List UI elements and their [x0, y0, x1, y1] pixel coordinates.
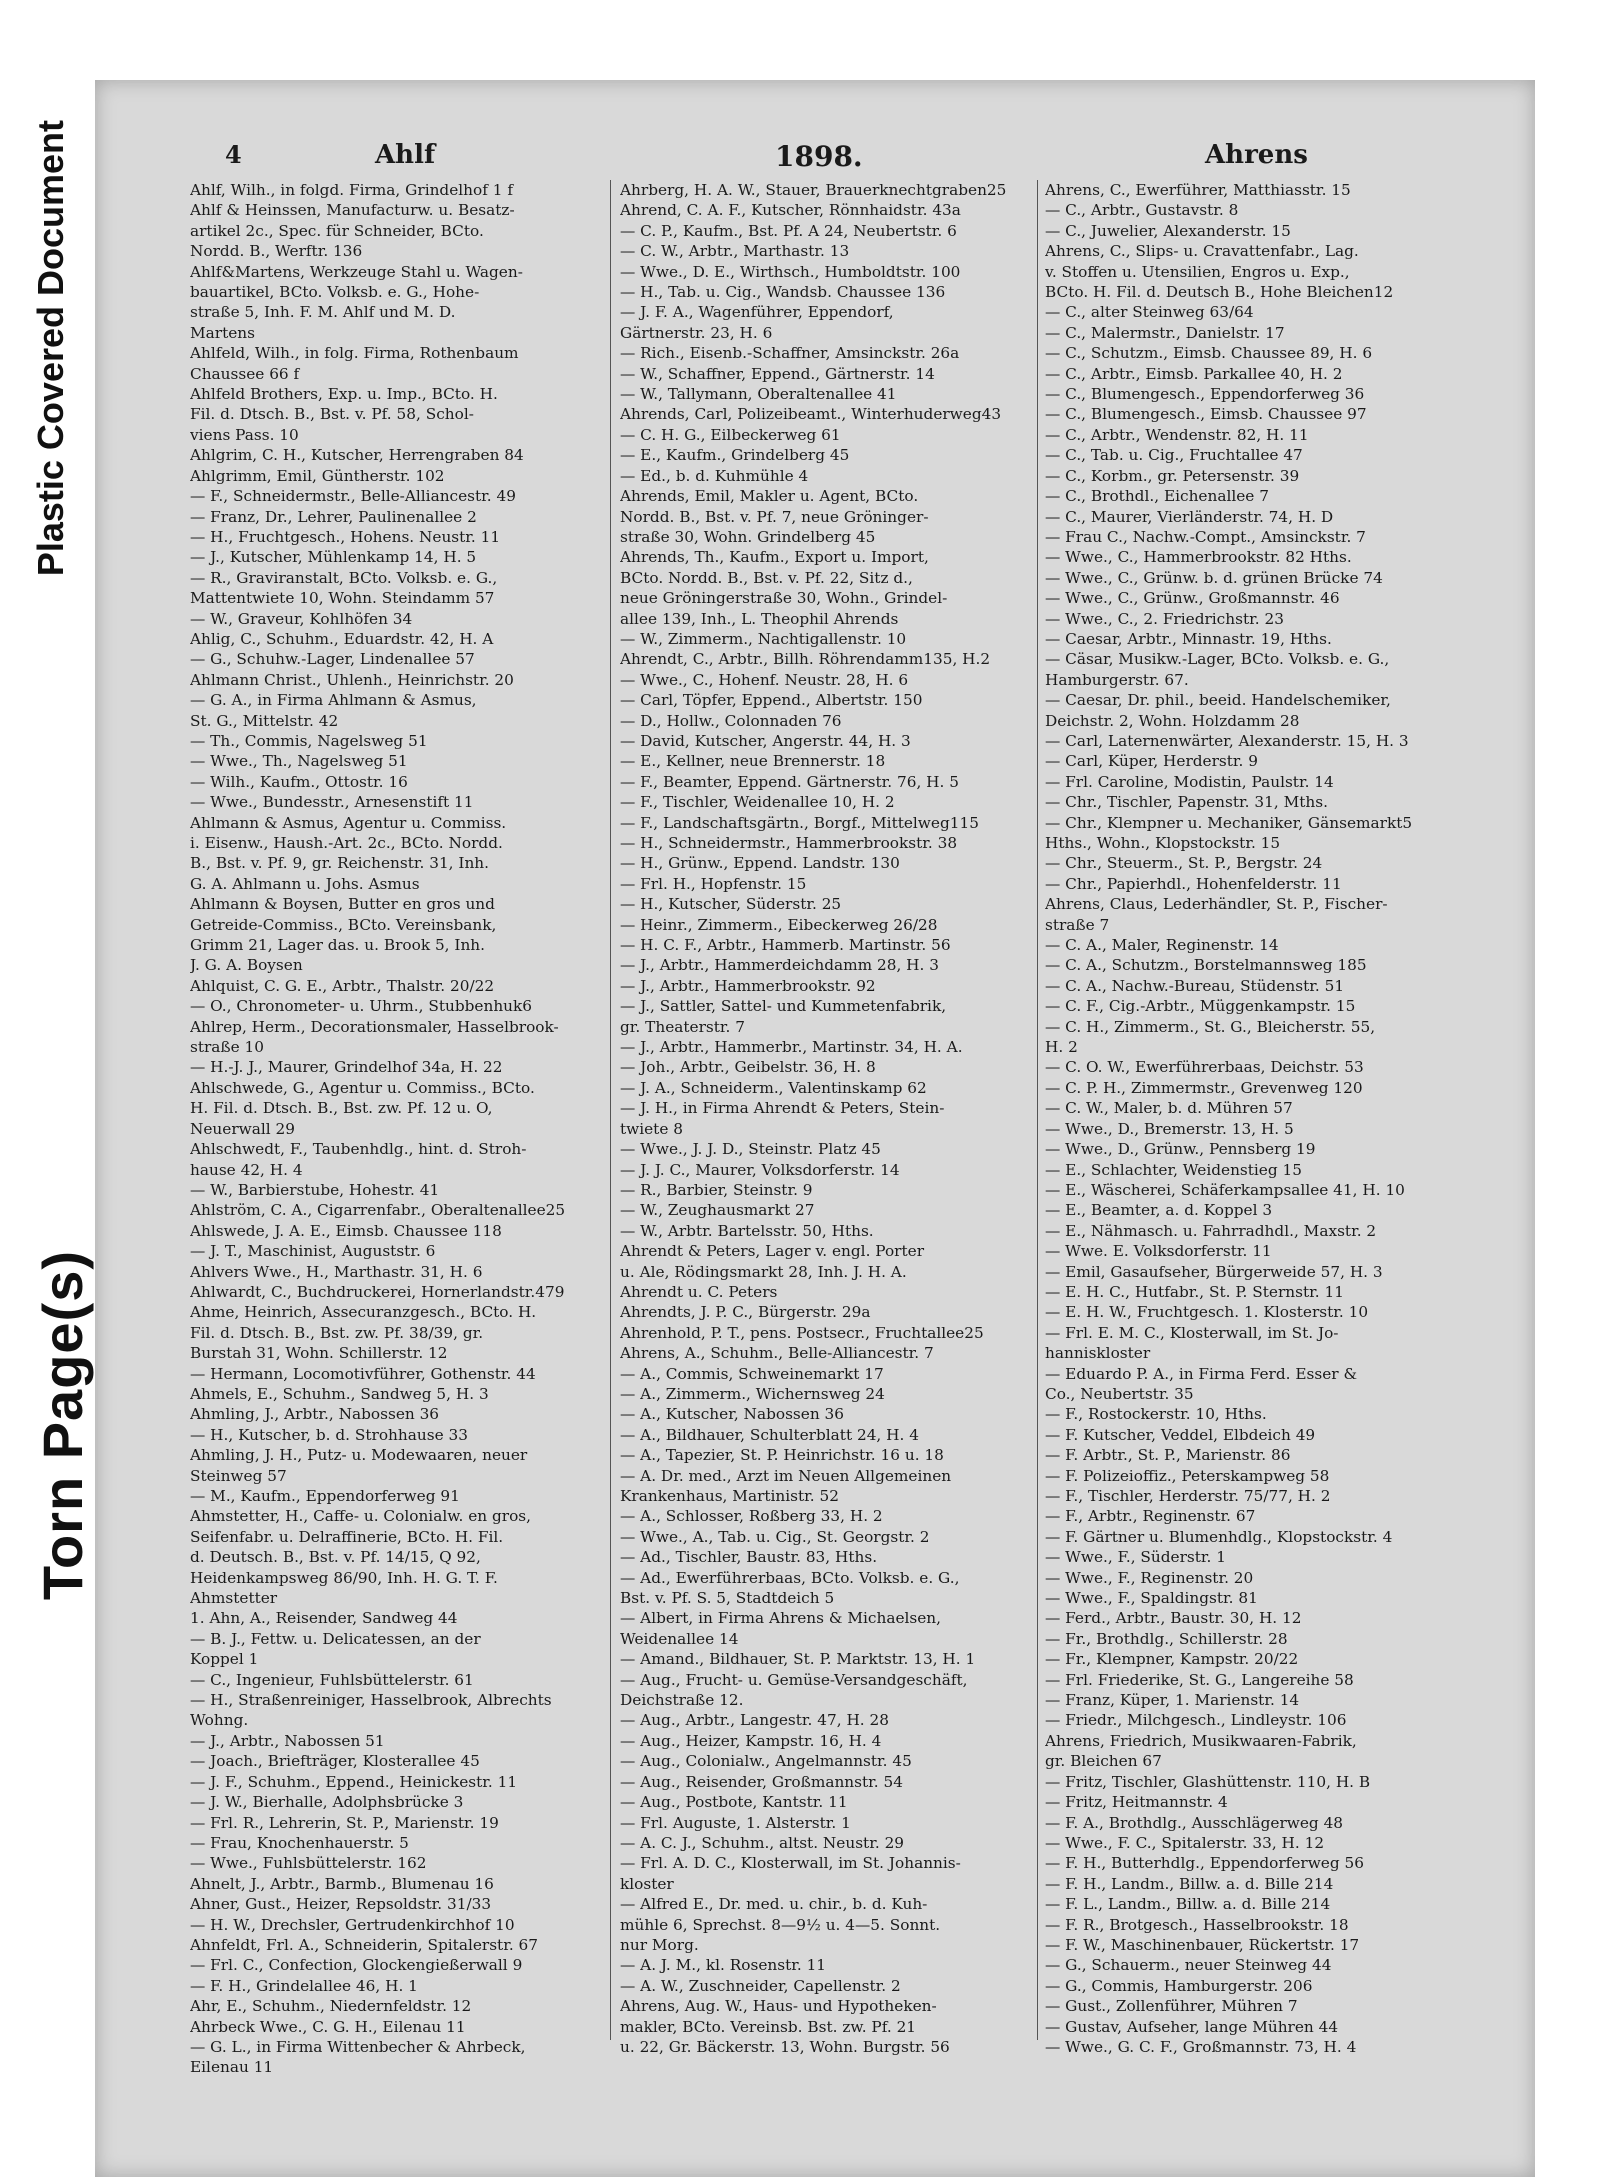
directory-entry-line: Fil. d. Dtsch. B., Bst. zw. Pf. 38/39, gr.	[190, 1323, 484, 1342]
directory-entry-line: — H. W., Drechsler, Gertrudenkirchhof 10	[190, 1915, 515, 1934]
directory-entry-line: makler, BCto. Vereinsb. Bst. zw. Pf. 21	[620, 2017, 917, 2036]
directory-entry-line: viens Pass. 10	[190, 425, 299, 444]
directory-entry-line: Ahrends, Th., Kaufm., Export u. Import,	[620, 548, 929, 567]
directory-entry-line: — Alfred E., Dr. med. u. chir., b. d. Kuh-	[620, 1895, 928, 1914]
directory-entry-line: — Wwe., Bundesstr., Arnesenstift 11	[190, 793, 474, 812]
directory-entry-line: — Emil, Gasaufseher, Bürgerweide 57, H. 3	[1045, 1262, 1383, 1281]
directory-entry-line: B., Bst. v. Pf. 9, gr. Reichenstr. 31, Inh.	[190, 854, 490, 873]
page-header	[95, 140, 1525, 180]
directory-entry-line: Ahmling, J., Arbtr., Nabossen 36	[190, 1405, 440, 1424]
directory-entry-line: — Wwe., A., Tab. u. Cig., St. Georgstr. 2	[620, 1527, 930, 1546]
directory-entry-line: Ahner, Gust., Heizer, Repsoldstr. 31/33	[190, 1895, 492, 1914]
directory-column-1	[190, 180, 610, 2078]
directory-entry-line: Wohng.	[190, 1711, 249, 1730]
directory-entry-line: — C., Arbtr., Gustavstr. 8	[1045, 201, 1239, 220]
directory-entry-line: — Carl, Töpfer, Eppend., Albertstr. 150	[620, 691, 923, 710]
directory-entry-line: — Wwe. E. Volksdorferstr. 11	[1045, 1242, 1272, 1261]
directory-entry-line: Ahrens, Friedrich, Musikwaaren-Fabrik,	[1045, 1731, 1357, 1750]
directory-entry-line: — Chr., Papierhdl., Hohenfelderstr. 11	[1045, 874, 1342, 893]
directory-entry-line: straße 5, Inh. F. M. Ahlf und M. D.	[190, 303, 456, 322]
directory-entry-line: Ahlmann Christ., Uhlenh., Heinrichstr. 20	[190, 670, 514, 689]
directory-entry-line: — C., Maurer, Vierländerstr. 74, H. D	[1045, 507, 1334, 526]
directory-entry-line: — Frl. Auguste, 1. Alsterstr. 1	[620, 1813, 851, 1832]
directory-entry-line: — Wwe., C., Hohenf. Neustr. 28, H. 6	[620, 670, 909, 689]
directory-entry-line: — F., Rostockerstr. 10, Hths.	[1045, 1405, 1267, 1424]
directory-entry-line: — C., Arbtr., Eimsb. Parkallee 40, H. 2	[1045, 364, 1343, 383]
directory-entry-line: Ahlwardt, C., Buchdruckerei, Hornerlandstr.479	[190, 1282, 565, 1301]
directory-entry-line: — C., alter Steinweg 63/64	[1045, 303, 1254, 322]
directory-entry-line: Ahrens, A., Schuhm., Belle-Alliancestr. 7	[620, 1344, 934, 1363]
directory-entry-line: — G. A., in Firma Ahlmann & Asmus,	[190, 691, 477, 710]
directory-entry-line: Ahlswede, J. A. E., Eimsb. Chaussee 118	[190, 1221, 502, 1240]
directory-entry-line: Eilenau 11	[190, 2058, 274, 2077]
directory-entry-line: — Wwe., G. C. F., Großmannstr. 73, H. 4	[1045, 2037, 1357, 2056]
directory-entry-line: — E. H. C., Hutfabr., St. P. Sternstr. 11	[1045, 1282, 1344, 1301]
directory-entry-line: — Frl. Friederike, St. G., Langereihe 58	[1045, 1670, 1354, 1689]
directory-entry-line: Ahrens, Aug. W., Haus- und Hypotheken-	[620, 1997, 937, 2016]
directory-entry-line: — Caesar, Dr. phil., beeid. Handelschemiker,	[1045, 691, 1391, 710]
directory-entry-line: — A. W., Zuschneider, Capellenstr. 2	[620, 1976, 901, 1995]
directory-entry-line: — Frl. R., Lehrerin, St. P., Marienstr. 19	[190, 1813, 499, 1832]
directory-entry-line: — F. H., Landm., Billw. a. d. Bille 214	[1045, 1874, 1334, 1893]
directory-entry-line: — Carl, Laternenwärter, Alexanderstr. 15, H. 3	[1045, 731, 1409, 750]
directory-entry-line: — Joh., Arbtr., Geibelstr. 36, H. 8	[620, 1058, 876, 1077]
directory-entry-line: — Frl. H., Hopfenstr. 15	[620, 874, 807, 893]
directory-entry-line: Burstah 31, Wohn. Schillerstr. 12	[190, 1344, 448, 1363]
directory-entry-line: Chaussee 66 f	[190, 364, 300, 383]
directory-entry-line: allee 139, Inh., L. Theophil Ahrends	[620, 609, 899, 628]
directory-entry-line: — J., Arbtr., Nabossen 51	[190, 1731, 385, 1750]
directory-entry-line: — W., Zeughausmarkt 27	[620, 1201, 815, 1220]
directory-entry-line: — C. H. G., Eilbeckerweg 61	[620, 425, 841, 444]
directory-entry-line: Fil. d. Dtsch. B., Bst. v. Pf. 58, Schol-	[190, 405, 474, 424]
directory-entry-line: d. Deutsch. B., Bst. v. Pf. 14/15, Q 92,	[190, 1548, 481, 1567]
directory-entry-line: Martens	[190, 323, 255, 342]
directory-entry-line: mühle 6, Sprechst. 8—9½ u. 4—5. Sonnt.	[620, 1915, 941, 1934]
directory-entry-line: — Ferd., Arbtr., Baustr. 30, H. 12	[1045, 1609, 1302, 1628]
directory-entry-line: — Rich., Eisenb.-Schaffner, Amsinckstr. 26a	[620, 344, 960, 363]
directory-entry-line: Ahrendt & Peters, Lager v. engl. Porter	[620, 1242, 925, 1261]
directory-entry-line: Ahlström, C. A., Cigarrenfabr., Oberaltenallee25	[190, 1201, 566, 1220]
directory-entry-line: — Fritz, Heitmannstr. 4	[1045, 1793, 1228, 1812]
directory-entry-line: — A., Commis, Schweinemarkt 17	[620, 1364, 884, 1383]
directory-entry-line: Grimm 21, Lager das. u. Brook 5, Inh.	[190, 936, 486, 955]
column-divider	[610, 180, 611, 2040]
directory-entry-line: — Aug., Colonialw., Angelmannstr. 45	[620, 1752, 912, 1771]
directory-entry-line: — Ad., Ewerführerbaas, BCto. Volksb. e. G.,	[620, 1568, 960, 1587]
directory-entry-line: Ahlrep, Herm., Decorationsmaler, Hasselbrook-	[190, 1017, 559, 1036]
directory-entry-line: — F. Arbtr., St. P., Marienstr. 86	[1045, 1446, 1291, 1465]
page-number: 4	[225, 140, 242, 169]
directory-entry-line: gr. Bleichen 67	[1045, 1752, 1162, 1771]
directory-entry-line: — Cäsar, Musikw.-Lager, BCto. Volksb. e. G.,	[1045, 650, 1390, 669]
directory-entry-line: — C., Malermstr., Danielstr. 17	[1045, 323, 1285, 342]
directory-entry-line: — Franz, Küper, 1. Marienstr. 14	[1045, 1691, 1300, 1710]
directory-entry-line: — C., Tab. u. Cig., Fruchtallee 47	[1045, 446, 1303, 465]
directory-entry-line: — Ad., Tischler, Baustr. 83, Hths.	[620, 1548, 878, 1567]
directory-entry-line: — W., Zimmerm., Nachtigallenstr. 10	[620, 629, 907, 648]
directory-entry-line: Ahrbeck Wwe., C. G. H., Eilenau 11	[190, 2017, 466, 2036]
directory-entry-line: — W., Arbtr. Bartelsstr. 50, Hths.	[620, 1221, 874, 1240]
directory-entry-line: bauartikel, BCto. Volksb. e. G., Hohe-	[190, 283, 480, 302]
directory-entry-line: — Wwe., D., Grünw., Pennsberg 19	[1045, 1140, 1316, 1159]
directory-entry-line: Seifenfabr. u. Delraffinerie, BCto. H. Fil.	[190, 1527, 504, 1546]
directory-entry-line: — F. L., Landm., Billw. a. d. Bille 214	[1045, 1895, 1331, 1914]
directory-entry-line: — Fritz, Tischler, Glashüttenstr. 110, H. B	[1045, 1772, 1371, 1791]
directory-entry-line: — J., Arbtr., Hammerbrookstr. 92	[620, 976, 876, 995]
directory-entry-line: Neuerwall 29	[190, 1119, 295, 1138]
directory-entry-line: — Heinr., Zimmerm., Eibeckerweg 26/28	[620, 915, 938, 934]
directory-entry-line: Krankenhaus, Martinistr. 52	[620, 1487, 839, 1505]
directory-entry-line: hanniskloster	[1045, 1344, 1151, 1363]
directory-entry-line: — Frl. A. D. C., Klosterwall, im St. Johannis-	[620, 1854, 961, 1873]
directory-entry-line: — C., Brothdl., Eichenallee 7	[1045, 487, 1269, 506]
directory-entry-line: — Wwe., C., 2. Friedrichstr. 23	[1045, 609, 1284, 628]
directory-entry-line: — Wwe., F., Süderstr. 1	[1045, 1548, 1227, 1567]
directory-entry-line: artikel 2c., Spec. für Schneider, BCto.	[190, 221, 484, 240]
plastic-covered-label: Plastic Covered Document	[30, 120, 71, 577]
directory-entry-line: — Wwe., C., Grünw., Großmannstr. 46	[1045, 589, 1340, 608]
directory-entry-line: neue Gröningerstraße 30, Wohn., Grindel-	[620, 589, 948, 608]
directory-entry-line: — R., Barbier, Steinstr. 9	[620, 1180, 813, 1199]
directory-entry-line: Ahrenhold, P. T., pens. Postsecr., Fruchtallee25	[620, 1323, 984, 1342]
directory-entry-line: — C., Arbtr., Wendenstr. 82, H. 11	[1045, 425, 1309, 444]
directory-entry-line: — Wwe., J. J. D., Steinstr. Platz 45	[620, 1140, 881, 1159]
torn-pages-label: Torn Page(s)	[31, 1250, 94, 1601]
directory-entry-line: Ahrens, C., Ewerführer, Matthiasstr. 15	[1045, 181, 1351, 199]
directory-entry-line: BCto. H. Fil. d. Deutsch B., Hohe Bleichen12	[1045, 283, 1394, 302]
directory-entry-line: — Chr., Steuerm., St. P., Bergstr. 24	[1045, 854, 1323, 873]
directory-entry-line: — A., Zimmerm., Wichernsweg 24	[620, 1384, 885, 1403]
directory-entry-line: Ahmels, E., Schuhm., Sandweg 5, H. 3	[190, 1384, 489, 1403]
directory-entry-line: — C. A., Nachw.-Bureau, Stüdenstr. 51	[1045, 976, 1345, 995]
directory-entry-line: Ahnfeldt, Frl. A., Schneiderin, Spitalerstr. 67	[190, 1935, 539, 1954]
directory-entry-line: straße 30, Wohn. Grindelberg 45	[620, 527, 876, 546]
directory-entry-line: — Wwe., C., Grünw. b. d. grünen Brücke 74	[1045, 568, 1383, 587]
directory-entry-line: — C., Juwelier, Alexanderstr. 15	[1045, 221, 1291, 240]
directory-entry-line: J. G. A. Boysen	[190, 956, 303, 975]
directory-entry-line: — J. F. A., Wagenführer, Eppendorf,	[620, 303, 894, 322]
directory-entry-line: — H., Fruchtgesch., Hohens. Neustr. 11	[190, 527, 501, 546]
directory-entry-line: Weidenallee 14	[620, 1629, 739, 1648]
directory-entry-line: kloster	[620, 1874, 674, 1893]
directory-entry-line: — Franz, Dr., Lehrer, Paulinenallee 2	[190, 507, 477, 526]
directory-entry-line: — H. C. F., Arbtr., Hammerb. Martinstr. 56	[620, 936, 951, 955]
directory-entry-line: — Wwe., Th., Nagelsweg 51	[190, 752, 408, 771]
directory-entry-line: — B. J., Fettw. u. Delicatessen, an der	[190, 1629, 481, 1648]
directory-entry-line: — A., Schlosser, Roßberg 33, H. 2	[620, 1507, 883, 1526]
directory-entry-line: — C. A., Maler, Reginenstr. 14	[1045, 936, 1279, 955]
directory-entry-line: Ahmstetter	[190, 1589, 278, 1608]
directory-entry-line: — C., Schutzm., Eimsb. Chaussee 89, H. 6	[1045, 344, 1373, 363]
directory-entry-line: — F., Schneidermstr., Belle-Alliancestr. 49	[190, 487, 516, 506]
directory-entry-line: Ahnelt, J., Arbtr., Barmb., Blumenau 16	[190, 1874, 494, 1893]
directory-entry-line: — W., Graveur, Kohlhöfen 34	[190, 609, 413, 628]
directory-entry-line: — E., Nähmasch. u. Fahrradhdl., Maxstr. 2	[1045, 1221, 1377, 1240]
directory-entry-line: 1. Ahn, A., Reisender, Sandweg 44	[190, 1609, 458, 1628]
directory-entry-line: St. G., Mittelstr. 42	[190, 711, 339, 730]
directory-entry-line: G. A. Ahlmann u. Johs. Asmus	[190, 874, 420, 893]
directory-entry-line: Ahlschwedt, F., Taubenhdlg., hint. d. Stroh-	[190, 1140, 527, 1159]
directory-entry-line: Ahrends, Emil, Makler u. Agent, BCto.	[620, 487, 919, 506]
directory-entry-line: — A., Bildhauer, Schulterblatt 24, H. 4	[620, 1425, 919, 1444]
directory-entry-line: — J., Arbtr., Hammerbr., Martinstr. 34, H. A.	[620, 1038, 963, 1057]
directory-entry-line: Bst. v. Pf. S. 5, Stadtdeich 5	[620, 1589, 835, 1608]
header-right-word: Ahrens	[1205, 140, 1308, 170]
directory-entry-line: — G. L., in Firma Wittenbecher & Ahrbeck,	[190, 2037, 526, 2056]
directory-entry-line: Ahrberg, H. A. W., Stauer, Brauerknechtgraben25	[620, 181, 1007, 199]
directory-entry-line: twiete 8	[620, 1119, 683, 1138]
directory-entry-line: — C. F., Cig.-Arbtr., Müggenkampstr. 15	[1045, 997, 1356, 1016]
directory-entry-line: H. 2	[1045, 1038, 1078, 1057]
directory-entry-line: Ahrens, C., Slips- u. Cravattenfabr., Lag.	[1045, 242, 1359, 261]
directory-entry-line: — E. H. W., Fruchtgesch. 1. Klosterstr. 10	[1045, 1303, 1369, 1322]
directory-entry-line: Ahrendts, J. P. C., Bürgerstr. 29a	[620, 1303, 871, 1322]
directory-entry-line: Hths., Wohn., Klopstockstr. 15	[1045, 834, 1281, 852]
directory-entry-line: — A. C. J., Schuhm., altst. Neustr. 29	[620, 1833, 905, 1852]
directory-entry-line: — J. A., Schneiderm., Valentinskamp 62	[620, 1078, 927, 1097]
directory-entry-line: Deichstraße 12.	[620, 1691, 744, 1710]
directory-entry-line: — F. W., Maschinenbauer, Rückertstr. 17	[1045, 1935, 1360, 1954]
directory-entry-line: Ahlquist, C. G. E., Arbtr., Thalstr. 20/22	[190, 976, 495, 995]
directory-entry-line: — Caesar, Arbtr., Minnastr. 19, Hths.	[1045, 629, 1332, 648]
directory-entry-line: — Wwe., F. C., Spitalerstr. 33, H. 12	[1045, 1833, 1325, 1852]
directory-entry-line: — Chr., Klempner u. Mechaniker, Gänsemarkt5	[1045, 813, 1413, 832]
directory-entry-line: Mattentwiete 10, Wohn. Steindamm 57	[190, 589, 495, 608]
directory-entry-line: — F. Polizeioffiz., Peterskampweg 58	[1045, 1466, 1330, 1485]
directory-entry-line: — Th., Commis, Nagelsweg 51	[190, 731, 428, 750]
directory-entry-line: — F. H., Butterhdlg., Eppendorferweg 56	[1045, 1854, 1364, 1873]
directory-entry-line: — E., Beamter, a. d. Koppel 3	[1045, 1201, 1273, 1220]
directory-entry-line: — J., Sattler, Sattel- und Kummetenfabrik,	[620, 997, 947, 1016]
directory-entry-line: — G., Schuhw.-Lager, Lindenallee 57	[190, 650, 475, 669]
directory-entry-line: Ahrens, Claus, Lederhändler, St. P., Fischer-	[1045, 895, 1388, 914]
directory-entry-line: Ahlf&Martens, Werkzeuge Stahl u. Wagen-	[190, 262, 523, 281]
directory-entry-line: — J., Arbtr., Hammerdeichdamm 28, H. 3	[620, 956, 939, 975]
directory-entry-line: Gärtnerstr. 23, H. 6	[620, 323, 773, 342]
directory-entry-line: — J. H., in Firma Ahrendt & Peters, Stein-	[620, 1099, 945, 1118]
directory-entry-line: — J. T., Maschinist, Auguststr. 6	[190, 1242, 436, 1261]
directory-entry-line: — Wwe., Fuhlsbüttelerstr. 162	[190, 1854, 427, 1873]
directory-entry-line: — M., Kaufm., Eppendorferweg 91	[190, 1487, 460, 1505]
directory-entry-line: — Amand., Bildhauer, St. P. Marktstr. 13, H. 1	[620, 1650, 976, 1669]
directory-entry-line: Ahlig, C., Schuhm., Eduardstr. 42, H. A	[190, 629, 494, 648]
directory-entry-line: — O., Chronometer- u. Uhrm., Stubbenhuk6	[190, 997, 533, 1016]
directory-entry-line: hause 42, H. 4	[190, 1160, 303, 1179]
directory-entry-line: — E., Kellner, neue Brennerstr. 18	[620, 752, 886, 771]
directory-entry-line: — W., Tallymann, Oberaltenallee 41	[620, 385, 897, 404]
directory-entry-line: — E., Kaufm., Grindelberg 45	[620, 446, 850, 465]
directory-entry-line: — C. P., Kaufm., Bst. Pf. A 24, Neubertstr. 6	[620, 221, 957, 240]
directory-entry-line: Steinweg 57	[190, 1466, 287, 1485]
directory-entry-line: — C. A., Schutzm., Borstelmannsweg 185	[1045, 956, 1367, 975]
directory-entry-line: gr. Theaterstr. 7	[620, 1017, 745, 1036]
directory-entry-line: — W., Schaffner, Eppend., Gärtnerstr. 14	[620, 364, 935, 383]
directory-entry-line: — Friedr., Milchgesch., Lindleystr. 106	[1045, 1711, 1347, 1730]
directory-entry-line: — F., Tischler, Herderstr. 75/77, H. 2	[1045, 1487, 1331, 1505]
directory-entry-line: — Joach., Briefträger, Klosterallee 45	[190, 1752, 480, 1771]
directory-entry-line: — F. H., Grindelallee 46, H. 1	[190, 1976, 418, 1995]
directory-entry-line: Deichstr. 2, Wohn. Holzdamm 28	[1045, 711, 1300, 730]
directory-entry-line: — H., Grünw., Eppend. Landstr. 130	[620, 854, 900, 873]
directory-entry-line: — Chr., Tischler, Papenstr. 31, Mths.	[1045, 793, 1328, 812]
directory-entry-line: — Frl. Caroline, Modistin, Paulstr. 14	[1045, 772, 1334, 791]
directory-entry-line: straße 10	[190, 1038, 265, 1057]
directory-entry-line: Ahlgrim, C. H., Kutscher, Herrengraben 84	[190, 446, 524, 465]
directory-entry-line: — F. R., Brotgesch., Hasselbrookstr. 18	[1045, 1915, 1349, 1934]
header-year: 1898.	[775, 140, 863, 173]
directory-entry-line: — C., Blumengesch., Eppendorferweg 36	[1045, 385, 1365, 404]
directory-entry-line: — Wwe., F., Reginenstr. 20	[1045, 1568, 1254, 1587]
directory-entry-line: — Hermann, Locomotivführer, Gothenstr. 44	[190, 1364, 536, 1383]
directory-entry-line: Ahr, E., Schuhm., Niedernfeldstr. 12	[190, 1997, 472, 2016]
directory-entry-line: — H., Schneidermstr., Hammerbrookstr. 38	[620, 834, 958, 852]
directory-entry-line: H. Fil. d. Dtsch. B., Bst. zw. Pf. 12 u. O,	[190, 1099, 493, 1118]
directory-entry-line: — Wwe., D., Bremerstr. 13, H. 5	[1045, 1119, 1294, 1138]
directory-entry-line: Nordd. B., Werftr. 136	[190, 242, 363, 261]
directory-entry-line: — R., Graviranstalt, BCto. Volksb. e. G.,	[190, 568, 498, 587]
directory-entry-line: — Gust., Zollenführer, Mühren 7	[1045, 1997, 1298, 2016]
directory-entry-line: — Gustav, Aufseher, lange Mühren 44	[1045, 2017, 1339, 2036]
directory-entry-line: — Wwe., D. E., Wirthsch., Humboldtstr. 100	[620, 262, 961, 281]
directory-entry-line: Ahme, Heinrich, Assecuranzgesch., BCto. H.	[190, 1303, 537, 1322]
directory-entry-line: Ahlmann & Asmus, Agentur u. Commiss.	[190, 813, 507, 832]
directory-entry-line: BCto. Nordd. B., Bst. v. Pf. 22, Sitz d.,	[620, 568, 913, 587]
directory-entry-line: Ahrends, Carl, Polizeibeamt., Winterhuderweg43	[620, 405, 1002, 424]
directory-entry-line: — Frl. C., Confection, Glockengießerwall 9	[190, 1956, 523, 1975]
directory-entry-line: — C., Korbm., gr. Petersenstr. 39	[1045, 466, 1300, 485]
directory-entry-line: — G., Commis, Hamburgerstr. 206	[1045, 1976, 1313, 1995]
directory-entry-line: — Wwe., F., Spaldingstr. 81	[1045, 1589, 1258, 1608]
directory-entry-line: — H., Kutscher, b. d. Strohhause 33	[190, 1425, 468, 1444]
directory-entry-line: — F., Beamter, Eppend. Gärtnerstr. 76, H. 5	[620, 772, 959, 791]
directory-entry-line: — C. O. W., Ewerführerbaas, Deichstr. 53	[1045, 1058, 1364, 1077]
directory-entry-line: — Eduardo P. A., in Firma Ferd. Esser &	[1045, 1364, 1358, 1383]
directory-entry-line: — Ed., b. d. Kuhmühle 4	[620, 466, 809, 485]
directory-entry-line: — H., Straßenreiniger, Hasselbrook, Albrechts	[190, 1691, 552, 1710]
directory-entry-line: — F. Kutscher, Veddel, Elbdeich 49	[1045, 1425, 1316, 1444]
directory-entry-line: — C. W., Arbtr., Marthastr. 13	[620, 242, 850, 261]
directory-entry-line: — A., Tapezier, St. P. Heinrichstr. 16 u. 18	[620, 1446, 944, 1465]
directory-entry-line: Nordd. B., Bst. v. Pf. 7, neue Gröninger-	[620, 507, 929, 526]
directory-entry-line: u. Ale, Rödingsmarkt 28, Inh. J. H. A.	[620, 1262, 907, 1281]
directory-entry-line: — J. W., Bierhalle, Adolphsbrücke 3	[190, 1793, 464, 1812]
directory-entry-line: Ahrend, C. A. F., Kutscher, Rönnhaidstr. 43a	[620, 201, 961, 220]
directory-entry-line: — C. W., Maler, b. d. Mühren 57	[1045, 1099, 1293, 1118]
directory-entry-line: Ahlf & Heinssen, Manufacturw. u. Besatz-	[190, 201, 515, 220]
directory-entry-line: — Frau, Knochenhauerstr. 5	[190, 1833, 409, 1852]
header-left-word: Ahlf	[375, 140, 436, 170]
directory-entry-line: — Aug., Reisender, Großmannstr. 54	[620, 1772, 903, 1791]
directory-entry-line: — H., Tab. u. Cig., Wandsb. Chaussee 136	[620, 283, 946, 302]
directory-entry-line: — Wilh., Kaufm., Ottostr. 16	[190, 772, 408, 791]
directory-entry-line: — A. Dr. med., Arzt im Neuen Allgemeinen	[620, 1466, 952, 1485]
directory-column-2	[620, 180, 1040, 2057]
directory-entry-line: — G., Schauerm., neuer Steinweg 44	[1045, 1956, 1332, 1975]
directory-entry-line: — Aug., Heizer, Kampstr. 16, H. 4	[620, 1731, 882, 1750]
directory-entry-line: — Fr., Brothdlg., Schillerstr. 28	[1045, 1629, 1288, 1648]
directory-entry-line: — H., Kutscher, Süderstr. 25	[620, 895, 842, 914]
directory-entry-line: v. Stoffen u. Utensilien, Engros u. Exp.,	[1045, 262, 1350, 281]
directory-entry-line: Ahrendt, C., Arbtr., Billh. Röhrendamm135, H.2	[620, 650, 991, 669]
directory-entry-line: — Albert, in Firma Ahrens & Michaelsen,	[620, 1609, 942, 1628]
directory-entry-line: — Aug., Arbtr., Langestr. 47, H. 28	[620, 1711, 890, 1730]
directory-entry-line: i. Eisenw., Haush.-Art. 2c., BCto. Nordd.	[190, 834, 503, 852]
directory-entry-line: — C. H., Zimmerm., St. G., Bleicherstr. 55,	[1045, 1017, 1376, 1036]
directory-entry-line: Ahrendt u. C. Peters	[620, 1282, 778, 1301]
directory-entry-line: — C. P. H., Zimmermstr., Grevenweg 120	[1045, 1078, 1363, 1097]
directory-entry-line: Ahlfeld Brothers, Exp. u. Imp., BCto. H.	[190, 385, 498, 404]
directory-entry-line: Co., Neubertstr. 35	[1045, 1384, 1194, 1403]
directory-entry-line: — J. F., Schuhm., Eppend., Heinickestr. 11	[190, 1772, 518, 1791]
directory-entry-line: — Aug., Postbote, Kantstr. 11	[620, 1793, 848, 1812]
directory-entry-line: — A., Kutscher, Nabossen 36	[620, 1405, 845, 1424]
directory-entry-line: Ahmling, J. H., Putz- u. Modewaaren, neuer	[190, 1446, 528, 1465]
directory-entry-line: — W., Barbierstube, Hohestr. 41	[190, 1180, 440, 1199]
directory-entry-line: — C., Ingenieur, Fuhlsbüttelerstr. 61	[190, 1670, 474, 1689]
directory-entry-line: Ahlmann & Boysen, Butter en gros und	[190, 895, 495, 914]
directory-entry-line: — F., Tischler, Weidenallee 10, H. 2	[620, 793, 895, 812]
directory-entry-line: Koppel 1	[190, 1650, 259, 1669]
directory-entry-line: — Carl, Küper, Herderstr. 9	[1045, 752, 1259, 771]
directory-entry-line: — F. A., Brothdlg., Ausschlägerweg 48	[1045, 1813, 1344, 1832]
directory-entry-line: Ahlfeld, Wilh., in folg. Firma, Rothenbaum	[190, 344, 519, 363]
directory-entry-line: — F., Arbtr., Reginenstr. 67	[1045, 1507, 1256, 1526]
directory-entry-line: — D., Hollw., Colonnaden 76	[620, 711, 842, 730]
directory-column-3	[1045, 180, 1465, 2057]
directory-entry-line: nur Morg.	[620, 1935, 699, 1954]
directory-entry-line: — J., Kutscher, Mühlenkamp 14, H. 5	[190, 548, 477, 567]
directory-entry-line: u. 22, Gr. Bäckerstr. 13, Wohn. Burgstr. 56	[620, 2037, 950, 2056]
directory-entry-line: — Frl. E. M. C., Klosterwall, im St. Jo-	[1045, 1323, 1339, 1342]
directory-entry-line: — E., Schlachter, Weidenstieg 15	[1045, 1160, 1302, 1179]
directory-entry-line: — David, Kutscher, Angerstr. 44, H. 3	[620, 731, 911, 750]
directory-entry-line: — J. J. C., Maurer, Volksdorferstr. 14	[620, 1160, 900, 1179]
directory-entry-line: — Frau C., Nachw.-Compt., Amsinckstr. 7	[1045, 527, 1366, 546]
directory-entry-line: — Fr., Klempner, Kampstr. 20/22	[1045, 1650, 1299, 1669]
directory-entry-line: — A. J. M., kl. Rosenstr. 11	[620, 1956, 827, 1975]
directory-entry-line: Ahlgrimm, Emil, Güntherstr. 102	[190, 466, 445, 485]
directory-entry-line: — Aug., Frucht- u. Gemüse-Versandgeschäft,	[620, 1670, 968, 1689]
directory-entry-line: — F. Gärtner u. Blumenhdlg., Klopstockstr. 4	[1045, 1527, 1393, 1546]
directory-entry-line: Ahmstetter, H., Caffe- u. Colonialw. en gros,	[190, 1507, 532, 1526]
directory-entry-line: Hamburgerstr. 67.	[1045, 670, 1189, 689]
directory-entry-line: Ahlf, Wilh., in folgd. Firma, Grindelhof 1 f	[190, 181, 514, 199]
directory-entry-line: — F., Landschaftsgärtn., Borgf., Mittelweg115	[620, 813, 979, 832]
directory-entry-line: — Wwe., C., Hammerbrookstr. 82 Hths.	[1045, 548, 1352, 567]
directory-entry-line: — E., Wäscherei, Schäferkampsallee 41, H. 10	[1045, 1180, 1405, 1199]
directory-entry-line: Ahlschwede, G., Agentur u. Commiss., BCto.	[190, 1078, 535, 1097]
directory-entry-line: — C., Blumengesch., Eimsb. Chaussee 97	[1045, 405, 1367, 424]
directory-page	[95, 80, 1535, 2177]
directory-entry-line: straße 7	[1045, 915, 1110, 934]
directory-entry-line: Getreide-Commiss., BCto. Vereinsbank,	[190, 915, 497, 934]
directory-entry-line: Heidenkampsweg 86/90, Inh. H. G. T. F.	[190, 1568, 498, 1587]
directory-entry-line: Ahlvers Wwe., H., Marthastr. 31, H. 6	[190, 1262, 483, 1281]
directory-entry-line: — H.-J. J., Maurer, Grindelhof 34a, H. 22	[190, 1058, 503, 1077]
